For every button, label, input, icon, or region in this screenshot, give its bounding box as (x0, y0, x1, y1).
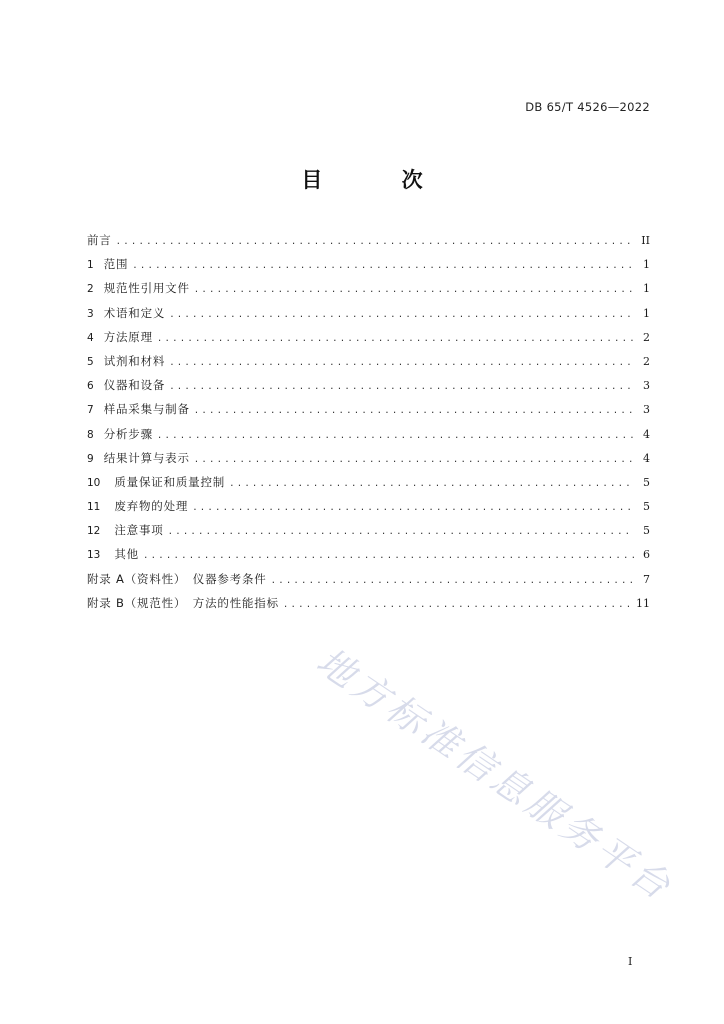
toc-entry-12[interactable] (87, 518, 650, 542)
toc-leader-dots (194, 399, 634, 423)
toc-entry-page: 5 (643, 524, 650, 538)
toc-entry-page: 4 (643, 451, 650, 465)
page-number: I (628, 955, 633, 968)
toc-entry-label: 附录 A（资料性） 仪器参考条件 (87, 571, 267, 586)
toc-entry-page: 1 (643, 282, 650, 296)
toc-leader-dots (271, 569, 634, 593)
toc-entry-number: 1 (87, 259, 94, 272)
toc-entry-foreword[interactable] (87, 228, 650, 252)
toc-entry-label: 废弃物的处理 (114, 499, 189, 514)
toc-leader-dots (229, 472, 634, 496)
toc-entry-number: 7 (87, 404, 94, 417)
toc-entry-number: 6 (87, 380, 94, 393)
toc-entry-label: 试剂和材料 (103, 353, 166, 368)
toc-entry-page: 6 (643, 548, 650, 562)
toc-entry-1[interactable] (87, 252, 650, 276)
toc-entry-label: 仪器和设备 (103, 378, 166, 393)
toc-entry-page: 11 (636, 596, 650, 610)
toc-entry-number: 12 (87, 525, 101, 538)
toc-entry-number: 3 (87, 307, 94, 320)
toc-entry-label: 方法原理 (103, 329, 153, 344)
toc-entry-page: 1 (643, 258, 650, 272)
toc-entry-number: 11 (87, 501, 101, 514)
toc-entry-13[interactable] (87, 542, 650, 566)
toc-entry-5[interactable] (87, 349, 650, 373)
toc-leader-dots (169, 303, 634, 327)
toc-entry-6[interactable] (87, 373, 650, 397)
toc-title: 目 次 (301, 168, 459, 192)
toc-entry-page: 7 (643, 572, 650, 586)
toc-entry-label: 规范性引用文件 (103, 281, 190, 296)
toc-entry-appendix-b[interactable] (87, 591, 650, 615)
toc-entry-label: 前言 (87, 233, 112, 247)
toc-entry-page: 5 (643, 475, 650, 489)
toc-entry-page: 4 (643, 427, 650, 441)
toc-entry-label: 结果计算与表示 (103, 450, 190, 465)
table-of-contents (87, 228, 650, 615)
toc-entry-7[interactable] (87, 397, 650, 421)
toc-entry-page: 3 (643, 403, 650, 417)
toc-entry-10[interactable] (87, 470, 650, 494)
toc-entry-number: 10 (87, 476, 101, 489)
toc-entry-9[interactable] (87, 446, 650, 470)
toc-entry-8[interactable] (87, 422, 650, 446)
toc-entry-page: II (641, 234, 650, 247)
toc-entry-label: 附录 B（规范性） 方法的性能指标 (87, 595, 279, 610)
toc-leader-dots (143, 544, 634, 568)
toc-leader-dots (194, 278, 634, 302)
toc-entry-page: 2 (643, 354, 650, 368)
toc-entry-4[interactable] (87, 325, 650, 349)
toc-leader-dots (168, 520, 634, 544)
toc-entry-label: 其他 (114, 547, 139, 562)
toc-entry-label: 范围 (103, 257, 129, 272)
toc-leader-dots (169, 375, 634, 399)
toc-entry-11[interactable] (87, 494, 650, 518)
toc-entry-page: 1 (643, 306, 650, 320)
document-code: DB 65/T 4526—2022 (525, 100, 650, 114)
toc-entry-appendix-a[interactable] (87, 567, 650, 591)
toc-leader-dots (132, 254, 634, 278)
toc-leader-dots (116, 230, 634, 254)
toc-entry-2[interactable] (87, 276, 650, 300)
toc-entry-page: 2 (643, 330, 650, 344)
toc-leader-dots (283, 593, 632, 617)
toc-entry-number: 4 (87, 331, 94, 344)
toc-entry-label: 样品采集与制备 (103, 402, 190, 417)
toc-entry-page: 5 (643, 500, 650, 514)
toc-entry-number: 2 (87, 283, 94, 296)
toc-entry-number: 8 (87, 428, 94, 441)
toc-entry-number: 5 (87, 355, 94, 368)
toc-leader-dots (157, 424, 634, 448)
toc-entry-3[interactable] (87, 301, 650, 325)
toc-leader-dots (157, 327, 634, 351)
toc-entry-page: 3 (643, 379, 650, 393)
toc-entry-label: 分析步骤 (103, 426, 153, 441)
toc-entry-label: 质量保证和质量控制 (114, 474, 226, 489)
toc-leader-dots (192, 496, 634, 520)
toc-entry-label: 注意事项 (114, 523, 164, 538)
toc-leader-dots (169, 351, 634, 375)
watermark: 地方标准信息服务平台 (308, 639, 682, 910)
toc-entry-label: 术语和定义 (103, 305, 166, 320)
toc-entry-number: 13 (87, 549, 101, 562)
toc-leader-dots (194, 448, 634, 472)
toc-entry-number: 9 (87, 452, 94, 465)
